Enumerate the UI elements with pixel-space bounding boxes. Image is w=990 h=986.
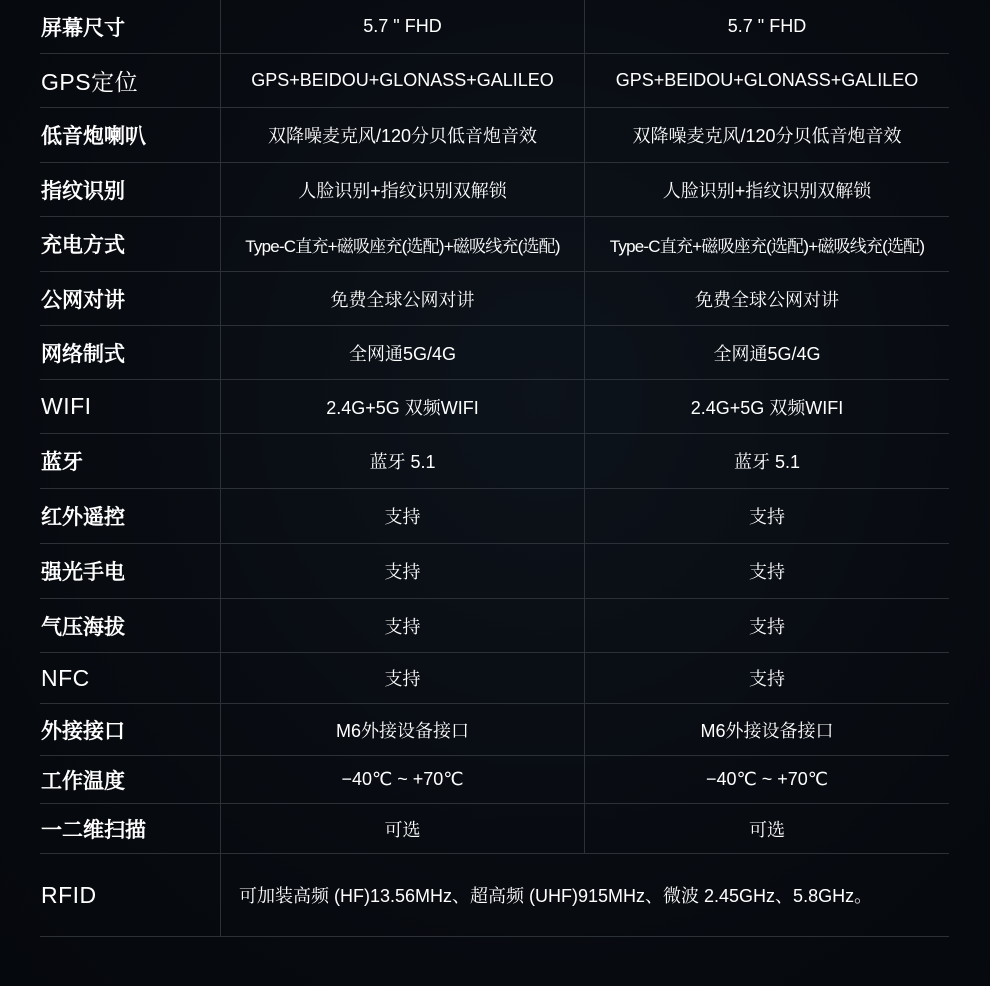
row-value-1: 5.7 " FHD (221, 0, 585, 53)
table-row-temperature (40, 756, 949, 804)
table-row-bluetooth (40, 434, 949, 489)
table-row-wifi (40, 380, 949, 434)
row-value-1: 可选 (221, 804, 585, 853)
row-label: RFID (40, 854, 221, 936)
table-row-screen-size (40, 0, 949, 54)
row-value-1: −40℃ ~ +70℃ (221, 756, 585, 803)
table-row-fingerprint (40, 163, 949, 217)
row-value-2: 蓝牙 5.1 (733, 452, 801, 472)
table-row-infrared (40, 489, 949, 544)
table-row-gps (40, 54, 949, 108)
row-label: GPS定位 (40, 54, 221, 107)
row-value-1: 人脸识别+指纹识别双解锁 (221, 163, 585, 216)
row-value-2: 免费全球公网对讲 (695, 289, 839, 310)
table-row-nfc (40, 653, 949, 704)
row-value-1: 支持 (221, 653, 585, 703)
row-value-1: Type-C直充+磁吸座充(选配)+磁吸线充(选配) (221, 217, 585, 271)
row-value-2: 可选 (749, 819, 785, 840)
row-value-2: 支持 (749, 669, 785, 689)
row-value-1: 免费全球公网对讲 (221, 272, 585, 325)
row-value-1: 支持 (221, 544, 585, 598)
table-row-scanner (40, 804, 949, 854)
row-value-1: 2.4G+5G 双频WIFI (221, 380, 585, 433)
row-value-2: M6外接设备接口 (700, 720, 834, 741)
row-label: 网络制式 (40, 326, 221, 379)
row-label: 指纹识别 (40, 163, 221, 216)
row-value-1: 支持 (221, 489, 585, 543)
row-value-2: Type-C直充+磁吸座充(选配)+磁吸线充(选配) (609, 236, 925, 256)
table-row-ptt (40, 272, 949, 326)
table-row-barometer (40, 599, 949, 653)
row-label: 一二维扫描 (40, 804, 221, 853)
table-row-port (40, 704, 949, 756)
row-value-2: 支持 (749, 562, 785, 582)
row-value-1: 支持 (221, 599, 585, 652)
row-value-2: 人脸识别+指纹识别双解锁 (662, 180, 872, 201)
table-row-charging (40, 217, 949, 272)
row-value-1: 双降噪麦克风/120分贝低音炮音效 (221, 108, 585, 162)
row-label: 公网对讲 (40, 272, 221, 325)
row-value-span: 可加装高频 (HF)13.56MHz、超高频 (UHF)915MHz、微波 2.45GHz、5.8GHz。 (239, 886, 873, 906)
table-row-speaker (40, 108, 949, 163)
row-label: 屏幕尺寸 (40, 0, 221, 53)
table-row-rfid (40, 854, 949, 937)
row-value-1: GPS+BEIDOU+GLONASS+GALILEO (221, 54, 585, 107)
row-value-2: 全网通5G/4G (713, 343, 821, 364)
row-value-2: −40℃ ~ +70℃ (705, 769, 828, 789)
row-value-2: 支持 (749, 507, 785, 527)
row-label: 充电方式 (40, 217, 221, 271)
row-value-1: 全网通5G/4G (221, 326, 585, 379)
row-label: 强光手电 (40, 544, 221, 598)
row-label: NFC (40, 653, 221, 703)
row-value-2: 支持 (749, 616, 785, 637)
row-value-2: GPS+BEIDOU+GLONASS+GALILEO (615, 70, 919, 90)
row-label: 低音炮喇叭 (40, 108, 221, 162)
row-value-2: 5.7 " FHD (727, 16, 807, 36)
row-value-2: 双降噪麦克风/120分贝低音炮音效 (632, 126, 902, 146)
row-label: 外接接口 (40, 704, 221, 755)
row-label: WIFI (40, 380, 221, 433)
table-row-flashlight (40, 544, 949, 599)
row-value-2: 2.4G+5G 双频WIFI (690, 397, 844, 418)
row-value-1: 蓝牙 5.1 (221, 434, 585, 488)
row-label: 工作温度 (40, 756, 221, 803)
row-label: 气压海拔 (40, 599, 221, 652)
spec-table (40, 0, 949, 937)
table-row-network (40, 326, 949, 380)
row-label: 红外遥控 (40, 489, 221, 543)
row-value-1: M6外接设备接口 (221, 704, 585, 755)
row-label: 蓝牙 (40, 434, 221, 488)
